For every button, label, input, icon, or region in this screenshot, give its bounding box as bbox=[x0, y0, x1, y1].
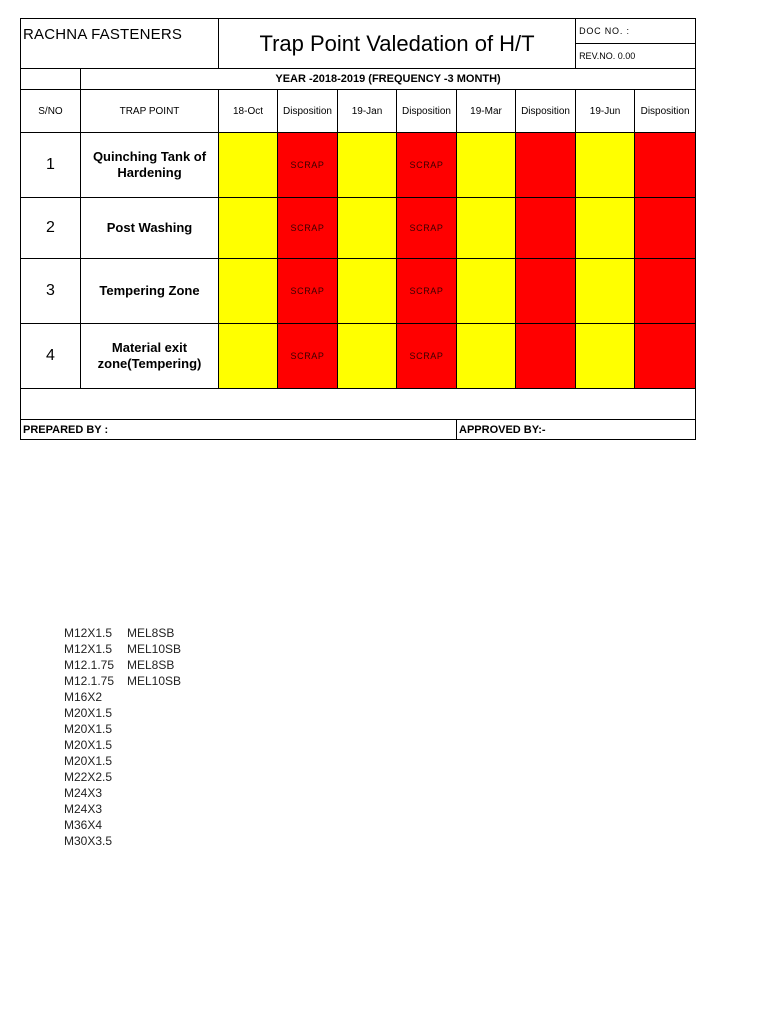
blank-cell bbox=[21, 69, 81, 90]
thread-size: M20X1.5 bbox=[64, 722, 113, 736]
status-cell bbox=[219, 198, 278, 259]
header-disposition-3: Disposition bbox=[516, 90, 576, 133]
list-item bbox=[64, 737, 181, 753]
sheet-title: Trap Point Valedation of H/T bbox=[219, 19, 576, 69]
status-cell bbox=[576, 324, 635, 389]
header-date-1: 18-Oct bbox=[219, 90, 278, 133]
table-row bbox=[21, 198, 696, 259]
grade: MEL8SB bbox=[127, 658, 175, 672]
disposition-cell bbox=[635, 259, 696, 324]
list-item bbox=[64, 753, 181, 769]
list-item bbox=[64, 657, 181, 673]
prepared-by: PREPARED BY : bbox=[21, 420, 457, 440]
row-sno: 3 bbox=[21, 259, 81, 324]
thread-size: M30X3.5 bbox=[64, 834, 113, 848]
disposition-cell: SCRAP bbox=[397, 259, 457, 324]
thread-size: M24X3 bbox=[64, 802, 103, 816]
status-cell bbox=[576, 198, 635, 259]
thread-size: M12.1.75 bbox=[64, 658, 115, 672]
list-item bbox=[64, 801, 181, 817]
header-disposition-1: Disposition bbox=[278, 90, 338, 133]
header-trap-point: TRAP POINT bbox=[81, 90, 219, 133]
thread-size: M16X2 bbox=[64, 690, 103, 704]
rev-no: REV.NO. 0.00 bbox=[576, 44, 696, 69]
disposition-cell bbox=[516, 324, 576, 389]
header-sno: S/NO bbox=[21, 90, 81, 133]
status-cell bbox=[457, 198, 516, 259]
disposition-cell: SCRAP bbox=[278, 133, 338, 198]
status-cell bbox=[576, 259, 635, 324]
row-trap-point: Material exit zone(Tempering) bbox=[81, 324, 219, 389]
list-item bbox=[64, 641, 181, 657]
trap-point-sheet bbox=[20, 18, 696, 440]
disposition-cell: SCRAP bbox=[397, 133, 457, 198]
status-cell bbox=[576, 133, 635, 198]
grade: MEL8SB bbox=[127, 626, 175, 640]
list-item bbox=[64, 721, 181, 737]
thread-size: M12.1.75 bbox=[64, 674, 115, 688]
header-disposition-4: Disposition bbox=[635, 90, 696, 133]
header-date-2: 19-Jan bbox=[338, 90, 397, 133]
approved-by: APPROVED BY:- bbox=[457, 420, 696, 440]
status-cell bbox=[457, 259, 516, 324]
status-cell bbox=[219, 259, 278, 324]
grade: MEL10SB bbox=[127, 674, 182, 688]
year-frequency: YEAR -2018-2019 (FREQUENCY -3 MONTH) bbox=[81, 69, 696, 90]
list-item bbox=[64, 769, 181, 785]
row-sno: 2 bbox=[21, 198, 81, 259]
list-item bbox=[64, 785, 181, 801]
disposition-cell: SCRAP bbox=[278, 259, 338, 324]
size-notes-list bbox=[64, 625, 181, 849]
list-item bbox=[64, 833, 181, 849]
disposition-cell bbox=[635, 324, 696, 389]
doc-no: DOC NO. : bbox=[576, 19, 696, 44]
thread-size: M20X1.5 bbox=[64, 738, 113, 752]
status-cell bbox=[338, 324, 397, 389]
table-row bbox=[21, 133, 696, 198]
table-row bbox=[21, 259, 696, 324]
list-item bbox=[64, 673, 181, 689]
disposition-cell bbox=[516, 198, 576, 259]
disposition-cell bbox=[516, 133, 576, 198]
company-name: RACHNA FASTENERS bbox=[21, 19, 219, 69]
blank-row bbox=[21, 389, 696, 420]
status-cell bbox=[338, 198, 397, 259]
list-item bbox=[64, 705, 181, 721]
disposition-cell: SCRAP bbox=[397, 324, 457, 389]
thread-size: M24X3 bbox=[64, 786, 103, 800]
disposition-cell bbox=[516, 259, 576, 324]
row-trap-point: Tempering Zone bbox=[81, 259, 219, 324]
thread-size: M20X1.5 bbox=[64, 754, 113, 768]
status-cell bbox=[219, 133, 278, 198]
row-sno: 1 bbox=[21, 133, 81, 198]
disposition-cell: SCRAP bbox=[278, 324, 338, 389]
thread-size: M22X2.5 bbox=[64, 770, 113, 784]
row-trap-point: Post Washing bbox=[81, 198, 219, 259]
status-cell bbox=[457, 133, 516, 198]
header-date-4: 19-Jun bbox=[576, 90, 635, 133]
status-cell bbox=[338, 133, 397, 198]
thread-size: M12X1.5 bbox=[64, 626, 113, 640]
list-item bbox=[64, 689, 181, 705]
list-item bbox=[64, 625, 181, 641]
status-cell bbox=[457, 324, 516, 389]
thread-size: M12X1.5 bbox=[64, 642, 113, 656]
row-sno: 4 bbox=[21, 324, 81, 389]
header-date-3: 19-Mar bbox=[457, 90, 516, 133]
status-cell bbox=[338, 259, 397, 324]
disposition-cell: SCRAP bbox=[278, 198, 338, 259]
status-cell bbox=[219, 324, 278, 389]
list-item bbox=[64, 817, 181, 833]
table-row bbox=[21, 324, 696, 389]
disposition-cell bbox=[635, 198, 696, 259]
header-disposition-2: Disposition bbox=[397, 90, 457, 133]
row-trap-point: Quinching Tank of Hardening bbox=[81, 133, 219, 198]
disposition-cell bbox=[635, 133, 696, 198]
thread-size: M36X4 bbox=[64, 818, 103, 832]
disposition-cell: SCRAP bbox=[397, 198, 457, 259]
thread-size: M20X1.5 bbox=[64, 706, 113, 720]
grade: MEL10SB bbox=[127, 642, 182, 656]
